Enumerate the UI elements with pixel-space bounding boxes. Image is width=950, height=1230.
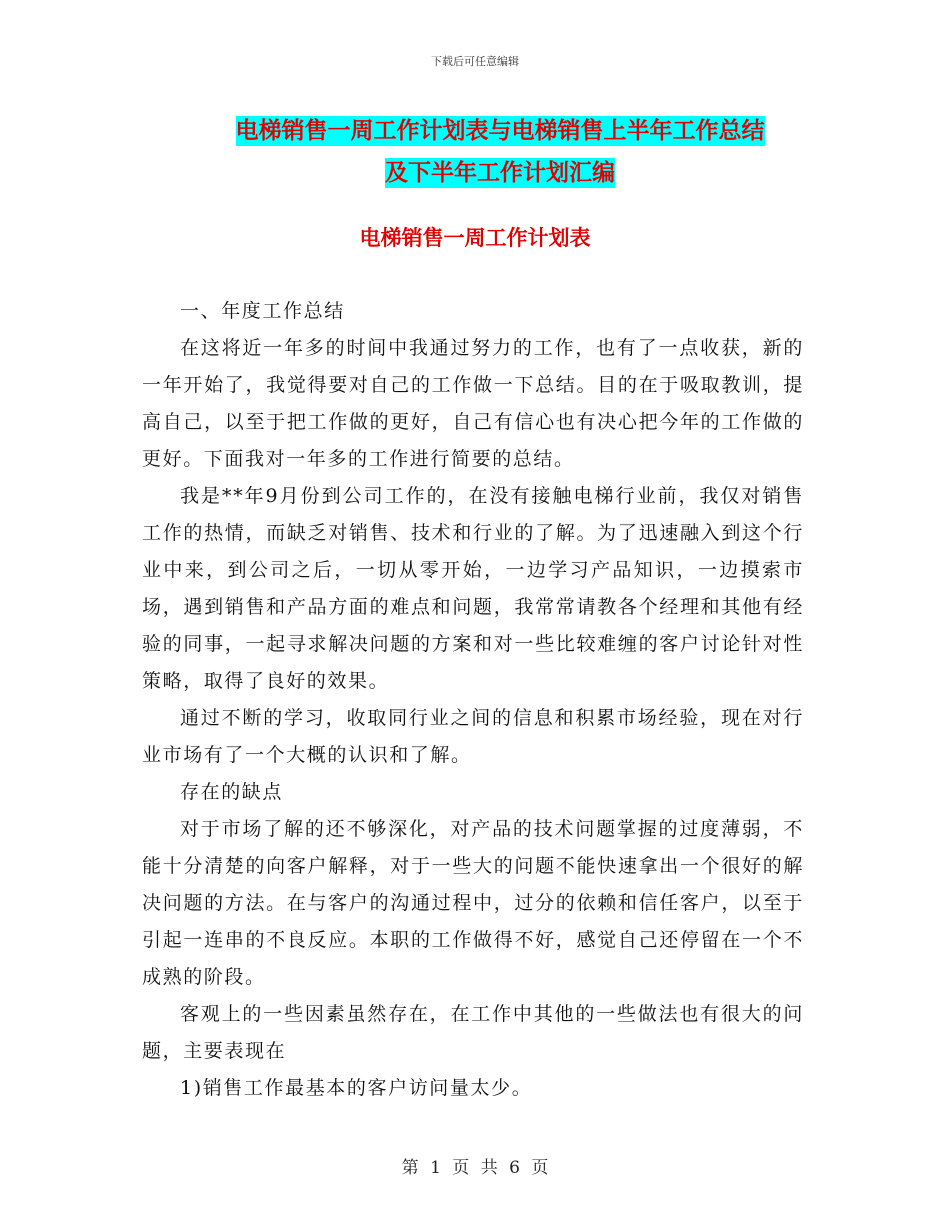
document-title-line2: 及下半年工作计划汇编 [385, 160, 615, 186]
section-title: 电梯销售一周工作计划表 [359, 226, 591, 250]
list-item: 1)销售工作最基本的客户访问量太少。 [180, 1077, 533, 1099]
page-number: 第 1 页 共 6 页 [401, 1158, 549, 1178]
paragraph: 通过不断的学习，收取同行业之间的信息和积累市场经验，现在对行业市场有了一个大概的认识和了解。 [142, 707, 804, 766]
paragraph-heading-shortcomings: 存在的缺点 [180, 781, 284, 803]
document-title-line1: 电梯销售一周工作计划表与电梯销售上半年工作总结 [235, 118, 765, 144]
document-body [142, 293, 804, 1107]
paragraph: 客观上的一些因素虽然存在，在工作中其他的一些做法也有很大的问题，主要表现在 [142, 1003, 804, 1062]
paragraph: 在这将近一年多的时间中我通过努力的工作，也有了一点收获，新的一年开始了，我觉得要对自己的工作做一下总结。目的在于吸取教训，提高自己，以至于把工作做的更好，自己有信心也有决心把今年的工作做的更好。下面我对一年多的工作进行简要的总结。 [142, 337, 804, 470]
paragraph-heading-annual-summary: 一、年度工作总结 [180, 300, 345, 322]
page-header-note: 下载后可任意编辑 [431, 55, 519, 68]
paragraph: 对于市场了解的还不够深化，对产品的技术问题掌握的过度薄弱，不能十分清楚的向客户解释，对于一些大的问题不能快速拿出一个很好的解决问题的方法。在与客户的沟通过程中，过分的依赖和信任客户，以至于引起一连串的不良反应。本职的工作做得不好，感觉自己还停留在一个不成熟的阶段。 [142, 818, 804, 988]
paragraph: 我是**年9月份到公司工作的，在没有接触电梯行业前，我仅对销售工作的热情，而缺乏对销售、技术和行业的了解。为了迅速融入到这个行业中来，到公司之后，一切从零开始，一边学习产品知识，一边摸索市场，遇到销售和产品方面的难点和问题，我常常请教各个经理和其他有经验的同事，一起寻求解决问题的方案和对一些比较难缠的客户讨论针对性策略，取得了良好的效果。 [142, 485, 804, 692]
document-title [150, 110, 850, 194]
